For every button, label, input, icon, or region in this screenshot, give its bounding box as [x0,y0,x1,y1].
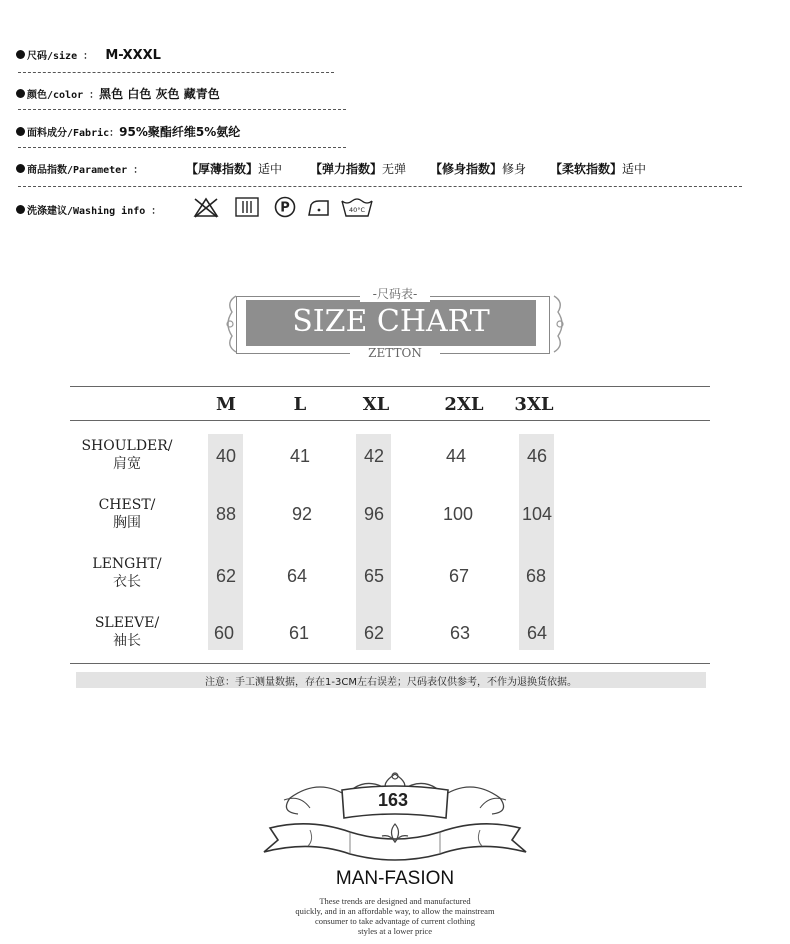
divider [18,72,334,73]
size-header-3xl: 3XL [514,394,554,415]
table-cell: 64 [526,623,548,643]
size-chart-title: SIZE CHART [292,304,490,339]
row-label-sleeve: SLEEVE/ 袖长 [94,615,160,649]
hand-wash-lines-icon [234,196,262,218]
divider [18,147,346,148]
table-cell: 46 [526,446,548,466]
bullet-icon [16,50,25,59]
table-cell: 63 [449,623,471,643]
table-cell: 92 [291,504,313,524]
spec-washing-label: 洗涤建议/Washing info ： [27,206,162,217]
table-cell: 88 [215,504,237,524]
spec-size-label: 尺码/size ： [27,51,94,62]
table-header-rule [70,420,710,421]
row-label-length: LENGHT/ 衣长 [92,556,162,590]
brand-name: MAN-FASION [335,868,455,889]
measurement-note: 注意：手工测量数据，存在1-3CM左右误差；尺码表仅供参考，不作为退换货依据。 [205,677,577,688]
table-cell: 68 [525,566,547,586]
svg-text:40°C: 40°C [348,206,366,214]
spec-parameter-label: 商品指数/Parameter ： [27,165,144,176]
table-cell: 41 [289,446,311,466]
spec-fabric-label: 面料成分/Fabric： [27,128,120,139]
table-bottom-rule [70,663,710,664]
size-header-2xl: 2XL [444,394,484,415]
logo-number: 163 [377,790,409,810]
table-top-rule [70,386,710,387]
no-bleach-icon [192,196,220,218]
bullet-icon [16,127,25,136]
bullet-icon [16,164,25,173]
table-cell: 62 [215,566,237,586]
spec-size [16,47,161,63]
table-cell: 44 [445,446,467,466]
spec-fabric [16,123,240,140]
iron-low-icon [306,196,334,218]
table-cell: 100 [442,504,474,524]
param-thickness: 【厚薄指数】适中 [186,162,283,176]
spec-color-value: 黑色 白色 灰色 藏青色 [99,87,220,101]
row-label-shoulder: SHOULDER/ 肩宽 [81,438,173,472]
bullet-icon [16,89,25,98]
table-cell: 65 [363,566,385,586]
row-label-chest: CHEST/ 胸围 [98,497,156,531]
wash-40-icon [340,196,374,218]
param-fit: 【修身指数】修身 [430,162,527,176]
table-cell: 62 [363,623,385,643]
param-elasticity: 【弹力指数】无弹 [310,162,407,176]
spec-parameter [16,161,143,176]
table-cell: 42 [363,446,385,466]
table-cell: 104 [521,504,553,524]
table-cell: 96 [363,504,385,524]
table-cell: 40 [215,446,237,466]
crest-emblem-icon [250,768,540,868]
spec-color [16,85,220,102]
divider [18,186,742,187]
spec-fabric-value: 95%聚酯纤维5%氨纶 [119,125,241,139]
param-softness: 【柔软指数】适中 [550,162,647,176]
dry-clean-p-icon [272,196,300,218]
size-header-xl: XL [362,394,390,415]
size-chart-top-label: -尺码表- [360,285,430,302]
table-cell: 64 [286,566,308,586]
bullet-icon [16,205,25,214]
divider [18,109,346,110]
svg-text:P: P [280,200,290,216]
table-cell: 67 [448,566,470,586]
spec-washing [16,202,161,217]
size-header-m: M [216,394,236,415]
spec-size-value: M-XXXL [105,48,161,63]
table-cell: 60 [213,623,235,643]
size-chart-brand: ZETTON [350,346,440,360]
size-header-l: L [293,394,307,415]
spec-color-label: 颜色/color ： [27,90,100,101]
brand-tagline: These trends are designed and manufactured quickly, and in an affordable way, to allow the mainstream consumer to take advantage of current clothing styles at a lower price [295,896,495,936]
table-cell: 61 [288,623,310,643]
